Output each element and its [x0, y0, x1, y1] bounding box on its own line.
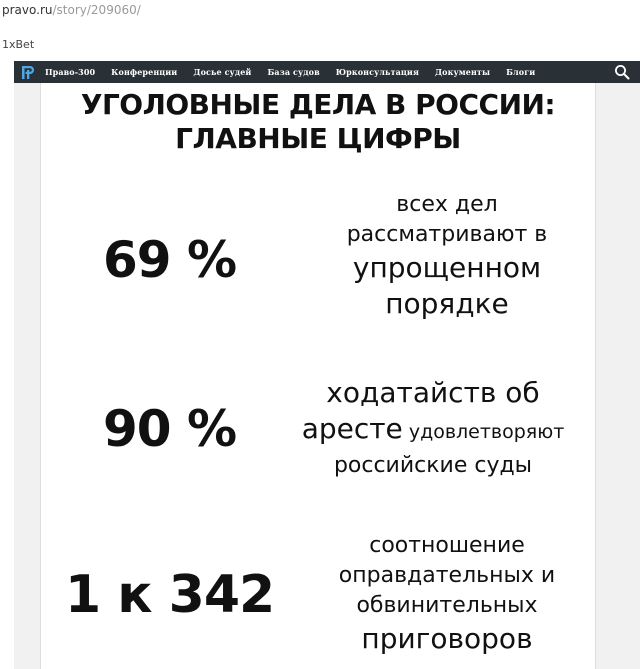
nav-item-conferences[interactable]: Конференции — [111, 67, 178, 77]
stat-description-1 — [299, 190, 595, 322]
left-margin — [14, 83, 41, 669]
stat-2-line-2-small: удовлетворяют — [402, 421, 565, 443]
nav-item-consultation[interactable]: Юрконсультация — [335, 67, 419, 77]
stat-3-line-4: приговоров — [361, 622, 533, 655]
infographic-image — [41, 83, 595, 669]
nav-item-pravo300[interactable]: Право-300 — [45, 67, 96, 77]
nav-item-blogs[interactable]: Блоги — [506, 67, 536, 77]
right-margin — [595, 83, 640, 669]
stat-number-3: 1 к 342 — [65, 565, 275, 625]
stat-2-line-2 — [271, 411, 595, 451]
stat-number-1: 69 % — [103, 231, 237, 289]
stat-2-line-1: ходатайств об — [326, 376, 540, 409]
title-line-1: УГОЛОВНЫЕ ДЕЛА В РОССИИ: — [80, 88, 556, 121]
stat-1-line-1: всех дел — [396, 192, 498, 217]
stat-1-line-2: рассматривают в — [346, 222, 548, 247]
nav-item-courts[interactable]: База судов — [267, 67, 320, 77]
stat-3-line-3: обвинительных — [356, 593, 538, 618]
stat-2-line-3: российские суды — [333, 453, 533, 478]
stat-3-line-2: оправдательных и — [338, 563, 556, 588]
search-icon[interactable] — [614, 64, 630, 80]
site-navbar — [14, 61, 640, 83]
infographic-title — [41, 88, 595, 156]
stat-1-line-4: порядке — [385, 287, 509, 320]
url-path: /story/209060/ — [52, 3, 141, 17]
nav-item-judges[interactable]: Досье судей — [193, 67, 252, 77]
stat-number-2: 90 % — [103, 400, 237, 458]
stat-1-line-3: упрощенном — [352, 251, 542, 284]
stat-3-line-1: соотношение — [369, 533, 525, 558]
stat-description-2 — [271, 375, 595, 481]
nav-item-documents[interactable]: Документы — [434, 67, 491, 77]
title-line-2: ГЛАВНЫЕ ЦИФРЫ — [175, 122, 461, 155]
pravo-logo-icon[interactable] — [20, 64, 36, 80]
url-bar[interactable] — [2, 2, 141, 18]
url-domain: pravo.ru — [2, 3, 53, 17]
stat-2-line-2-big: аресте — [301, 412, 403, 445]
stat-description-3 — [299, 531, 595, 657]
tag-label: 1xBet — [2, 38, 35, 51]
